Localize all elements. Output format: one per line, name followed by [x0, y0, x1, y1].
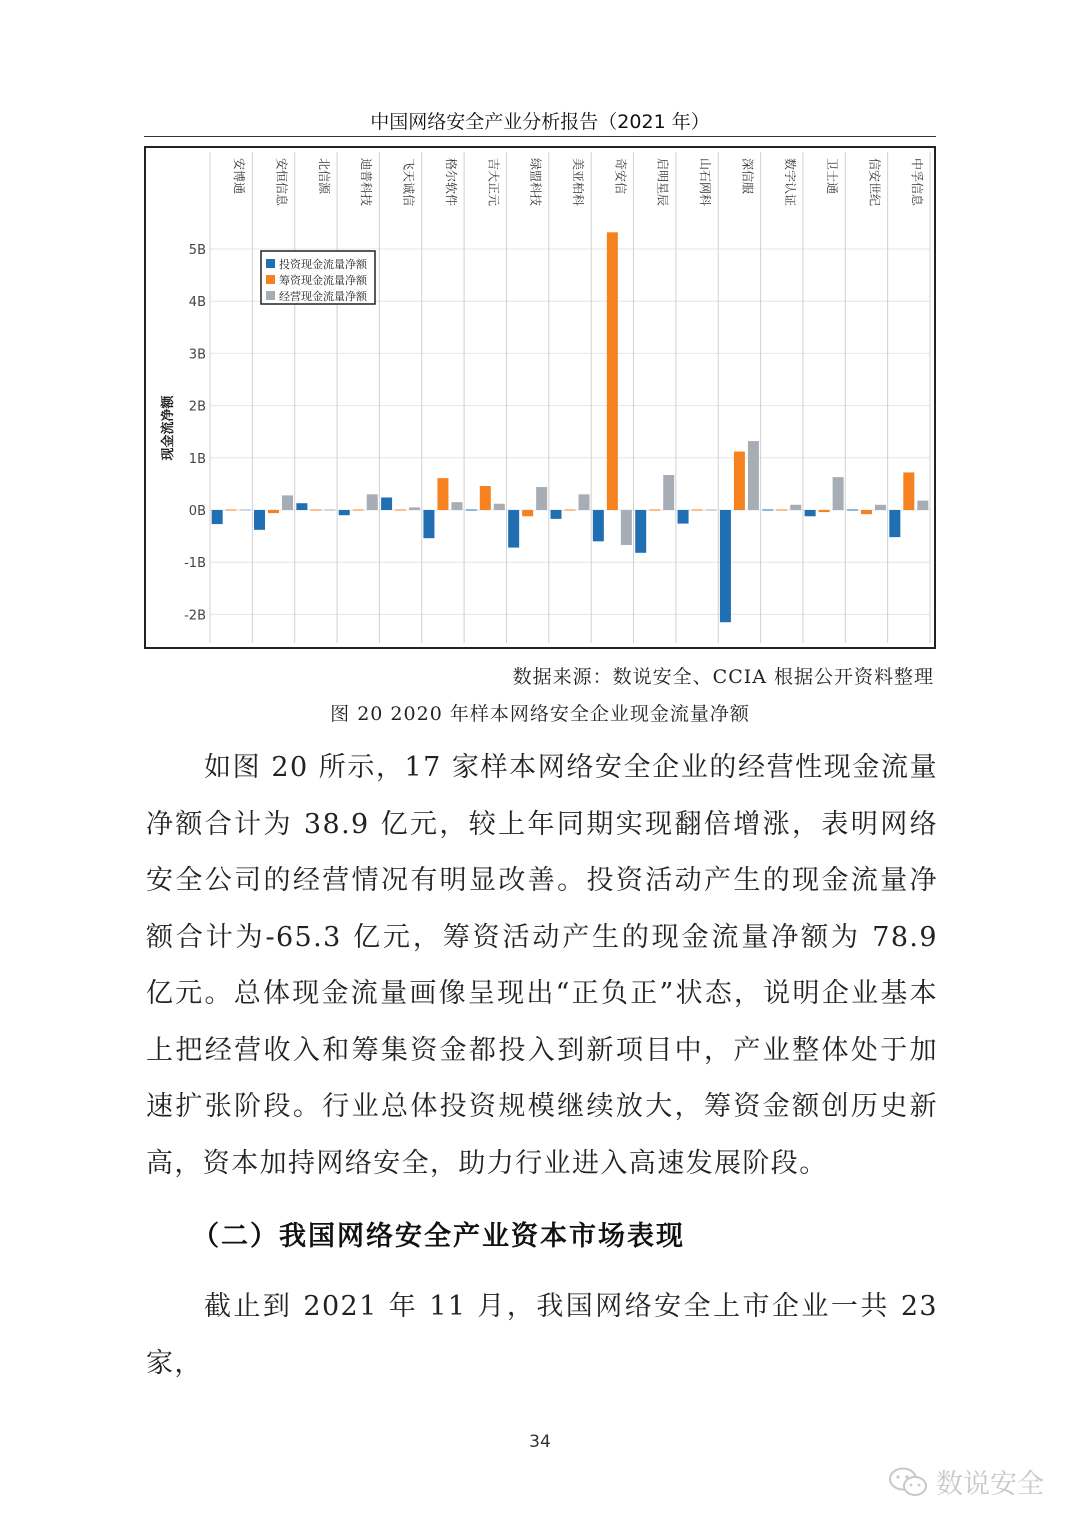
wechat-icon: [888, 1466, 928, 1498]
section-heading: （二）我国网络安全产业资本市场表现: [192, 1221, 685, 1252]
y-tick-label: -2B: [184, 608, 206, 624]
bar: [649, 510, 660, 511]
legend-label: 经营现金流量净额: [279, 290, 367, 303]
legend-swatch: [266, 275, 275, 284]
x-category-label: 格尔软件: [443, 158, 458, 207]
bar: [607, 232, 618, 510]
bar: [466, 510, 477, 511]
legend-swatch: [266, 291, 275, 300]
bar: [324, 510, 335, 511]
x-category-label: 深信服: [740, 158, 755, 195]
bar: [833, 477, 844, 510]
x-category-label: 吉大正元: [486, 158, 501, 207]
bar: [367, 494, 378, 510]
x-category-label: 启明星辰: [655, 158, 670, 207]
legend-label: 投资现金流量净额: [279, 258, 367, 271]
bar: [678, 510, 689, 524]
bar: [621, 510, 632, 545]
x-category-label: 中孚信息: [909, 158, 924, 207]
bar: [437, 478, 448, 510]
x-category-label: 飞天诚信: [401, 158, 416, 207]
bar: [522, 510, 533, 516]
bar: [847, 510, 858, 511]
bar: [889, 510, 900, 537]
bar: [339, 510, 350, 515]
chart-canvas: [146, 148, 934, 647]
x-category-label: 信安世纪: [867, 158, 882, 207]
bar: [748, 441, 759, 510]
bar: [692, 510, 703, 511]
bar: [805, 510, 816, 516]
bar: [480, 486, 491, 510]
bar: [254, 510, 265, 530]
bar: [861, 510, 872, 514]
x-category-label: 山石网科: [698, 158, 713, 207]
header-divider: [144, 136, 936, 137]
x-category-label: 卫士通: [825, 158, 840, 195]
bar: [226, 510, 237, 511]
bar: [819, 510, 830, 512]
bar: [268, 510, 279, 513]
x-category-label: 北信源: [316, 158, 331, 195]
y-tick-label: 4B: [188, 295, 206, 311]
bar: [903, 472, 914, 510]
bar: [296, 503, 307, 510]
y-tick-label: 1B: [188, 451, 206, 467]
bar: [282, 495, 293, 510]
bar: [353, 510, 364, 511]
watermark-text: 数说安全: [936, 1469, 1044, 1500]
x-category-label: 奇安信: [613, 158, 628, 195]
bar: [917, 501, 928, 510]
bar: [395, 510, 406, 511]
bar: [776, 510, 787, 511]
body-paragraph: 如图 20 所示，17 家样本网络安全企业的经营性现金流量净额合计为 38.9 亿元，较上年同期实现翻倍增涨，表明网络安全公司的经营情况有明显改善。投资活动产生的现金流量净额合计为-65.3 亿元，筹资活动产生的现金流量净额为 78.9 亿元。总体现金流量画像呈现出“正负正”状态，说明企业基本上把经营收入和筹集资金都投入到新项目中，产业整体处于加速扩张阶段。行业总体投资规模继续放大，筹资金额创历史新高，资本加持网络安全，助力行业进入高速发展阶段。: [146, 752, 938, 1179]
bar: [706, 510, 717, 511]
x-category-label: 美亚柏科: [571, 158, 585, 207]
bar: [508, 510, 519, 548]
bar: [734, 452, 745, 510]
bar: [720, 510, 731, 622]
page-number: 34: [529, 1432, 551, 1452]
x-category-label: 绿盟科技: [528, 158, 543, 207]
bar: [875, 505, 886, 510]
bar: [790, 505, 801, 510]
bar: [593, 510, 604, 541]
legend-label: 筹资现金流量净额: [279, 274, 367, 287]
bar: [423, 510, 434, 538]
data-source-note: 数据来源：数说安全、CCIA 根据公开资料整理: [512, 666, 934, 688]
y-tick-label: -1B: [184, 556, 206, 572]
bar: [551, 510, 562, 519]
y-tick-label: 0B: [188, 504, 206, 519]
cash-flow-chart: [144, 146, 936, 649]
bar: [451, 502, 462, 510]
bar: [381, 497, 392, 510]
bar: [494, 504, 505, 510]
bar: [240, 510, 251, 511]
x-category-label: 安恒信息: [274, 158, 289, 207]
bar: [663, 475, 674, 510]
bar: [536, 487, 547, 510]
bar: [762, 510, 773, 511]
watermark: [888, 1462, 1044, 1501]
bar: [635, 510, 646, 553]
bar: [310, 510, 321, 511]
y-axis-label: 现金流净额: [161, 395, 176, 461]
x-category-label: 安博通: [232, 158, 247, 195]
y-tick-label: 2B: [188, 399, 206, 415]
x-category-label: 迪普科技: [359, 158, 374, 207]
legend-swatch: [266, 259, 275, 268]
bar: [212, 510, 223, 524]
bar: [565, 510, 576, 511]
x-category-label: 数字认证: [782, 158, 797, 207]
y-tick-label: 5B: [188, 243, 206, 258]
page-header-title: 中国网络安全产业分析报告（2021 年）: [370, 111, 710, 133]
y-tick-label: 3B: [188, 347, 206, 363]
figure-caption: 图 20 2020 年样本网络安全企业现金流量净额: [330, 703, 750, 725]
body-paragraph-continued: 截止到 2021 年 11 月，我国网络安全上市企业一共 23 家，: [146, 1291, 938, 1379]
bar: [579, 494, 590, 510]
bar: [409, 507, 420, 510]
